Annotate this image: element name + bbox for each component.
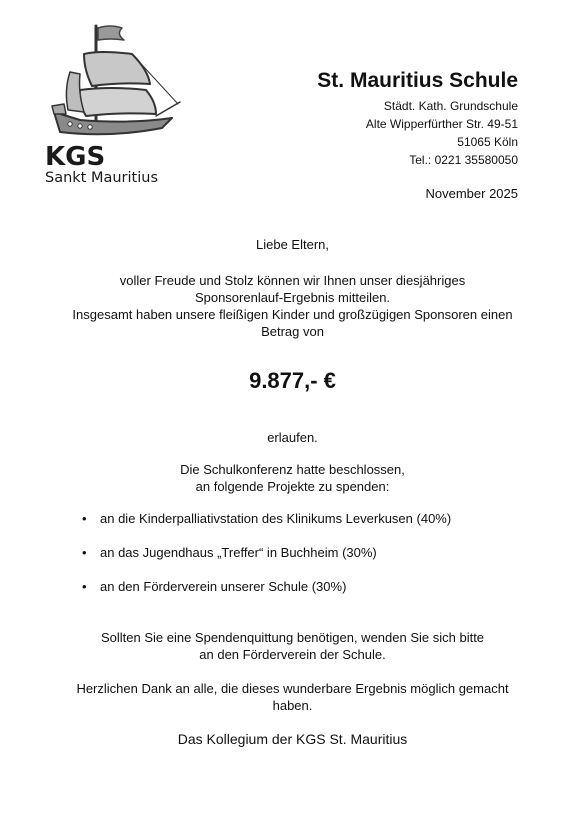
thanks-paragraph: [0, 680, 585, 714]
logo-name: Sankt Mauritius: [45, 170, 159, 186]
address-line-3: 51065 Köln: [457, 135, 518, 149]
bullet-icon: •: [82, 511, 87, 526]
list-item: [82, 544, 451, 578]
project-list: [82, 510, 451, 612]
bullet-icon: •: [82, 545, 87, 560]
address-line-1: Städt. Kath. Grundschule: [383, 99, 518, 113]
receipt-paragraph: [0, 629, 585, 663]
logo-initials: KGS: [45, 142, 106, 172]
intro-line-3: Insgesamt haben unsere fleißigen Kinder und großzügigen Sponsoren einen: [72, 307, 513, 322]
thanks-line-2: haben.: [272, 698, 313, 713]
letter-date: November 2025: [425, 186, 518, 201]
result-text: erlaufen.: [267, 430, 318, 445]
decision-line-2: an folgende Projekte zu spenden:: [195, 479, 390, 494]
intro-paragraph: [0, 272, 585, 340]
bullet-icon: •: [82, 579, 87, 594]
school-header: [317, 67, 518, 169]
school-logo: [40, 20, 190, 188]
thanks-line-1: Herzlichen Dank an alle, die dieses wunderbare Ergebnis möglich gemacht: [76, 681, 509, 696]
school-name: St. Mauritius Schule: [317, 69, 518, 92]
ship-icon: [40, 20, 190, 150]
list-item: [82, 578, 451, 612]
project-label: an das Jugendhaus „Treffer“ in Buchheim (30%): [100, 545, 377, 560]
decision-line-1: Die Schulkonferenz hatte beschlossen,: [180, 462, 405, 477]
project-label: an die Kinderpalliativstation des Klinikums Leverkusen (40%): [100, 511, 452, 526]
signature: Das Kollegium der KGS St. Mauritius: [177, 731, 408, 747]
phone-line: Tel.: 0221 35580050: [409, 153, 518, 167]
list-item: [82, 510, 451, 544]
receipt-line-2: an den Förderverein der Schule.: [199, 647, 386, 662]
intro-line-4: Betrag von: [261, 324, 324, 339]
intro-line-2: Sponsorenlauf-Ergebnis mitteilen.: [194, 290, 391, 305]
intro-line-1: voller Freude und Stolz können wir Ihnen unser diesjähriges: [119, 273, 466, 288]
address-line-2: Alte Wipperfürther Str. 49-51: [365, 117, 518, 131]
decision-paragraph: [0, 461, 585, 495]
salutation: Liebe Eltern,: [256, 237, 329, 252]
receipt-line-1: Sollten Sie eine Spendenquittung benötigen, wenden Sie sich bitte: [100, 630, 485, 645]
donation-amount: 9.877,- €: [249, 368, 336, 393]
project-label: an den Förderverein unserer Schule (30%): [100, 579, 347, 594]
